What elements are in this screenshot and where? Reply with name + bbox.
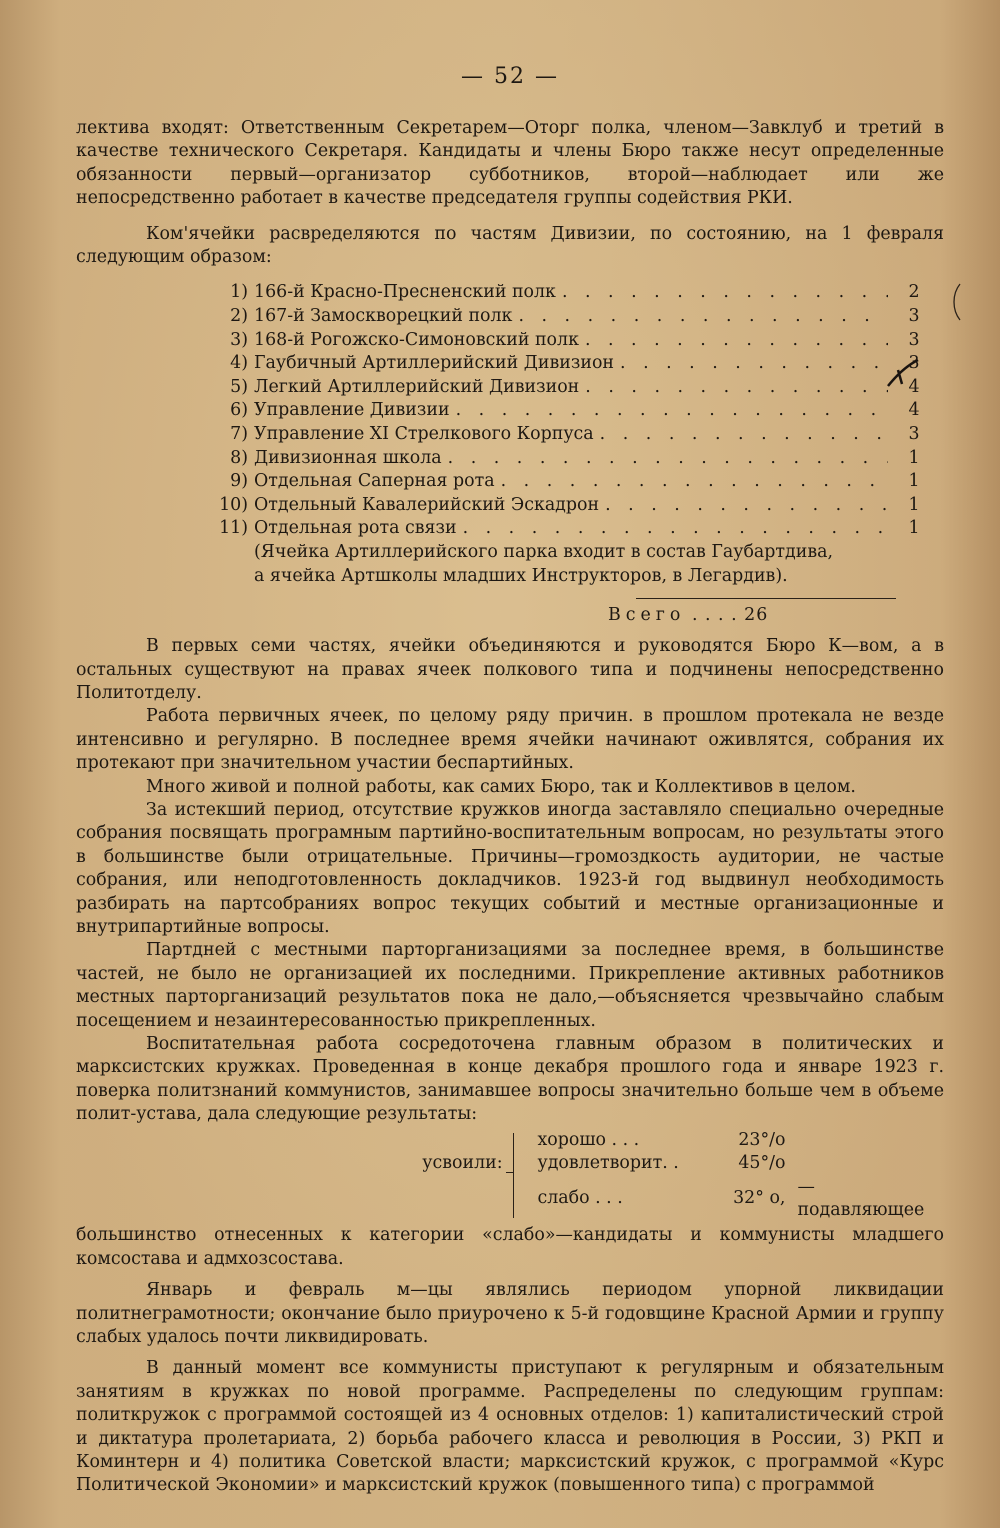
leader-dots (605, 494, 888, 518)
paragraph: Ком'ячейки расвределяются по частям Дивизии, по состоянию, на 1 февраля следующим образом: (76, 223, 944, 268)
item-number: 11) (219, 518, 248, 539)
list-item (214, 281, 934, 305)
paragraph: Январь и февраль м—цы являлись периодом упорной ликвидации политнеграмотности; окончание было приурочено к 5-й годовщине Красной Армии и группу слабых удалось почти ликвидировать. (76, 1280, 944, 1347)
results-lead: усвоили: (422, 1152, 503, 1173)
item-number: 4) (230, 353, 248, 374)
cell-count: 3 (908, 353, 920, 374)
list-item (214, 329, 934, 353)
result-value: 23°/o (738, 1129, 786, 1150)
list-item (214, 470, 934, 494)
units-note (76, 541, 944, 588)
unit-name: Отдельная рота связи (254, 518, 457, 539)
pencil-check-mark (884, 356, 924, 392)
list-item (214, 447, 934, 471)
item-number: 6) (230, 400, 248, 421)
item-number: 1) (230, 282, 248, 303)
result-label: слабо . . . (537, 1188, 623, 1209)
item-number: 7) (230, 424, 248, 444)
cell-count: 2 (908, 282, 920, 303)
unit-name: Управление XI Стрелкового Корпуса (254, 424, 594, 444)
item-number: 5) (230, 376, 248, 397)
result-label: хорошо . . . (537, 1129, 640, 1150)
result-label: удовлетворит. . (537, 1153, 679, 1174)
paragraph: большинство отнесенных к категории «слабо»—кандидаты и коммунисты младшего комсостава и адмхозсостава. (76, 1225, 944, 1269)
leader-dots (600, 423, 888, 447)
results-table (537, 1129, 944, 1223)
leader-dots (620, 352, 888, 376)
cell-count: 1 (908, 471, 920, 492)
cell-count: 3 (908, 424, 920, 444)
result-tail: — подавляющее (797, 1176, 925, 1220)
table-row (537, 1176, 944, 1223)
item-number: 10) (219, 494, 248, 515)
leader-dots (501, 470, 888, 494)
pencil-bracket-mark (948, 282, 964, 322)
list-item (214, 517, 934, 541)
table-row (537, 1152, 944, 1175)
list-item (214, 305, 934, 329)
leader-dots (562, 281, 888, 305)
paragraph: Воспитательная работа сосредоточена главным образом в политических и марксистских кружках. Проведенная в конце декабря прошлого года и январе 1923 г. поверка политзнаний коммунистов, занимавшее вопросы значительно больше чем в объеме полит-устава, дала следующие результаты: (76, 1034, 944, 1125)
item-number: 9) (230, 471, 248, 492)
leader-dots (585, 376, 888, 400)
paragraph: За истекший период, отсутствие кружков иногда заставляло специально очередные собрания посвящать програмным партийно-воспитательным вопросам, но результаты этого в большинстве были отрицательные. Причины—громоздкость аудитории, не частые собрания, или неподготовленность докладчиков. 1923-й год выдвинул необходимость разбирать на партсобраниях вопрос текущих событий и местные организационные и внутрипартийные вопросы. (76, 800, 944, 938)
page-number: — 52 — (461, 64, 559, 89)
unit-name: Отдельный Кавалерийский Эскадрон (254, 494, 600, 515)
item-number: 2) (230, 306, 248, 327)
unit-name: Гаубичный Артиллерийский Дивизион (254, 353, 615, 374)
list-item (214, 376, 934, 400)
unit-name: 167-й Замоскворецкий полк (254, 306, 513, 327)
unit-name: Легкий Артиллерийский Дивизион (254, 376, 580, 397)
results-block (76, 1129, 944, 1223)
cell-count: 3 (908, 306, 920, 327)
total-dots: . . . . (691, 605, 738, 626)
total-label: Всего (608, 605, 686, 626)
unit-name: Дивизионная школа (254, 447, 442, 468)
unit-name: Управление Дивизии (254, 400, 450, 421)
unit-name: 166-й Красно-Пресненский полк (254, 282, 556, 303)
total-value: 26 (744, 605, 769, 626)
note-line: (Ячейка Артиллерийского парка входит в состав Гаубартдива, (254, 541, 834, 562)
leader-dots (518, 305, 888, 329)
list-item (214, 494, 934, 518)
item-number: 8) (230, 447, 248, 468)
note-line: а ячейка Артшколы младших Инструкторов, в Легардив). (254, 565, 788, 586)
leader-dots (463, 517, 888, 541)
total-divider (636, 598, 896, 599)
unit-name: Отдельная Саперная рота (254, 471, 495, 492)
cell-count: 3 (908, 329, 920, 350)
cell-count: 1 (908, 447, 920, 468)
paragraph: В первых семи частях, ячейки объединяются и руководятся Бюро К—вом, а в остальных существуют на правах ячеек полкового типа и подчинены непосредственно Политотделу. (76, 636, 944, 703)
leader-dots (456, 399, 888, 423)
list-item (214, 399, 934, 423)
cell-count: 1 (908, 494, 920, 515)
list-item (214, 352, 934, 376)
result-value: 45°/o (738, 1153, 786, 1174)
cell-count: 1 (908, 518, 920, 539)
paragraph: Много живой и полной работы, как самих Бюро, так и Коллективов в целом. (146, 776, 856, 797)
leader-dots (448, 447, 888, 471)
list-item (214, 423, 934, 447)
units-list (76, 281, 934, 541)
paragraph: лектива входят: Ответственным Секретарем—Оторг полка, членом—Завклуб и третий в качестве технического Секретаря. Кандидаты и члены Бюро также несут определенные обязанности первый—организатор субботников, второй—наблюдает или же непосредственно работает в качестве председателя группы содействия РКИ. (76, 118, 944, 209)
result-value: 32° o, (733, 1188, 786, 1209)
paragraph: Работа первичных ячеек, по целому ряду причин. в прошлом протекала не везде интенсивно и регулярно. В последнее время ячейки начинают оживлятся, собрания их протекают при значительном участии беспартийных. (76, 706, 944, 774)
leader-dots (585, 329, 888, 353)
unit-name: 168-й Рогожско-Симоновский полк (254, 329, 579, 350)
table-row (537, 1129, 944, 1152)
brace (513, 1133, 530, 1219)
item-number: 3) (230, 329, 248, 350)
total-line (608, 605, 944, 625)
cell-count: 4 (908, 400, 920, 421)
cell-count: 4 (908, 376, 920, 397)
paragraph: Партдней с местными парторганизациями за последнее время, в большинстве частей, не было не организацией их последними. Прикрепление активных работников местных парторганизаций результатов пока не дало,—объясняется чрезвычайно слабым посещением и незаинтересованностью прикрепленных. (76, 940, 944, 1031)
paragraph: В данный момент все коммунисты приступают к регулярным и обязательным занятиям в кружках по новой программе. Распределены по следующим группам: политкружок с программой состоящей из 4 основных отделов: 1) капиталистический строй и диктатура пролетариата, 2) борьба рабочего класса и революция в России, 3) РКП и Коминтерн и 4) политика Советской власти; марксистский кружок, с программой «Курс Политической Экономии» и марксистский кружок (повышенного типа) с программой (76, 1358, 944, 1496)
